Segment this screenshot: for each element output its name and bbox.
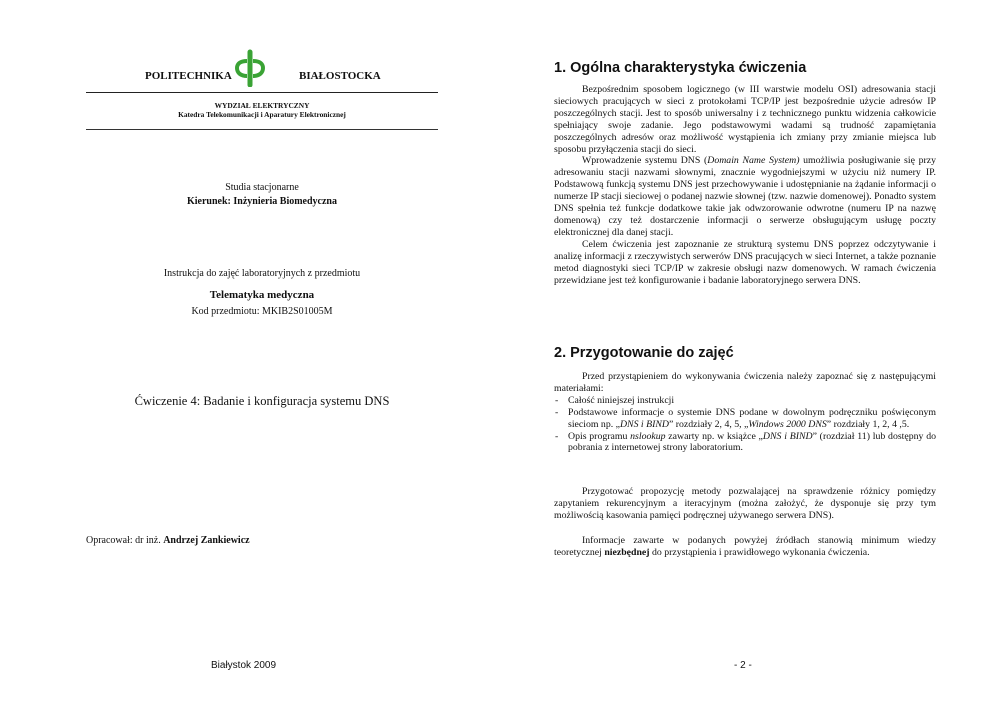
university-logo-icon xyxy=(233,49,267,87)
faculty-name: WYDZIAŁ ELEKTRYCZNY xyxy=(214,101,310,110)
s2-paragraph-1: Przed przystąpieniem do wykonywania ćwiczenia należy zapoznać się z następującymi materiałami: xyxy=(554,371,936,394)
field-of-study: Kierunek: Inżynieria Biomedyczna xyxy=(187,196,337,207)
header-politechnika: POLITECHNIKA xyxy=(145,70,232,82)
section-1-text xyxy=(554,84,936,286)
s1-paragraph-2: Wprowadzenie systemu DNS (Domain Name System) umożliwia posługiwanie się przy adresowaniu stacji nazwami słownymi, znacznie wygodniejszymi w użyciu niż numery IP. Podstawową funkcją systemu DNS jest przechowywanie i udostępnianie na żądanie informacji o numerze IP stacji sieciowej o podanej nazwie słownej (tzw. nazwie domenowej). Ponadto system DNS spełnia też funkcje dodatkowe takie jak odwzorowanie odwrotne (numeru IP na nazwę domenową) czy też dostarczenie informacji o serwerze obsługującym usługę poczty elektronicznej dla danej stacji. xyxy=(554,155,936,238)
author-prefix: Opracował: dr inż. xyxy=(86,535,161,546)
department-divider xyxy=(86,129,438,130)
study-mode: Studia stacjonarne xyxy=(225,182,299,193)
right-page xyxy=(496,0,992,701)
author-line xyxy=(86,535,250,546)
materials-list xyxy=(554,395,936,455)
list-item: - Całość niniejszej instrukcji xyxy=(554,395,936,407)
s2-paragraph-3: Informacje zawarte w podanych powyżej źródłach stanowią minimum wiedzy teoretycznej niezbędnej do przystąpienia i prawidłowego wykonania ćwiczenia. xyxy=(554,535,936,558)
section-2-title: 2. Przygotowanie do zajęć xyxy=(554,345,734,361)
instruction-label: Instrukcja do zajęć laboratoryjnych z przedmiotu xyxy=(163,268,361,279)
header-bialostocka: BIAŁOSTOCKA xyxy=(299,70,381,82)
department-name: Katedra Telekomunikacji i Aparatury Elektronicznej xyxy=(178,110,346,119)
list-item: - Opis programu nslookup zawarty np. w książce „DNS i BIND” (rozdział 11) lub dostępny do pobrania z internetowej strony laboratorium. xyxy=(554,431,936,455)
section-1-title: 1. Ogólna charakterystyka ćwiczenia xyxy=(554,60,807,76)
section-2-text xyxy=(554,371,936,454)
header-divider xyxy=(86,92,438,93)
exercise-title: Ćwiczenie 4: Badanie i konfiguracja systemu DNS xyxy=(134,394,390,408)
course-code: Kod przedmiotu: MKIB2S01005M xyxy=(191,306,333,317)
footer-city-year: Białystok 2009 xyxy=(211,660,277,671)
list-item: - Podstawowe informacje o systemie DNS podane w dowolnym podręczniku poświęconym sieciom np. „DNS i BIND” rozdziały 2, 4, 5, „Windows 2000 DNS” rozdziały 1, 2, 4 ,5. xyxy=(554,407,936,431)
subject-title: Telematyka medyczna xyxy=(209,289,315,301)
page-number: - 2 - xyxy=(734,660,752,671)
s1-paragraph-3: Celem ćwiczenia jest zapoznanie ze strukturą systemu DNS poprzez odczytywanie i analizę informacji z rzeczywistych serwerów DNS pracujących w sieci Internet, a także poznanie metod diagnostyki sieci TCP/IP w zakresie obsługi nazw domenowych. W ramach ćwiczenia przewidziane jest też konfigurowanie i badanie laboratoryjnego serwera DNS. xyxy=(554,238,936,286)
s1-paragraph-1: Bezpośrednim sposobem logicznego (w III warstwie modelu OSI) adresowania stacji sieciowych pracujących w sieci z protokołami TCP/IP jest bezpośrednie użycie adresów IP poszczególnych stacji. Jest to sposób uniwersalny i z technicznego punktu widzenia całkowicie spełniający swoje zadanie. Jego podstawowymi wadami są trudność zapamiętania poszczególnych adresów oraz możliwość wystąpienia ich zmiany przy zmianie miejsca lub sposobu przyłączenia stacji do sieci. xyxy=(554,84,936,155)
s2-paragraph-2: Przygotować propozycję metody pozwalającej na sprawdzenie różnicy pomiędzy zapytaniem rekurencyjnym a iteracyjnym (można założyć, że dysponuje się przy tym możliwością kasowania pamięci podręcznej używanego serwera DNS). xyxy=(554,486,936,521)
author-name: Andrzej Zankiewicz xyxy=(163,535,250,546)
